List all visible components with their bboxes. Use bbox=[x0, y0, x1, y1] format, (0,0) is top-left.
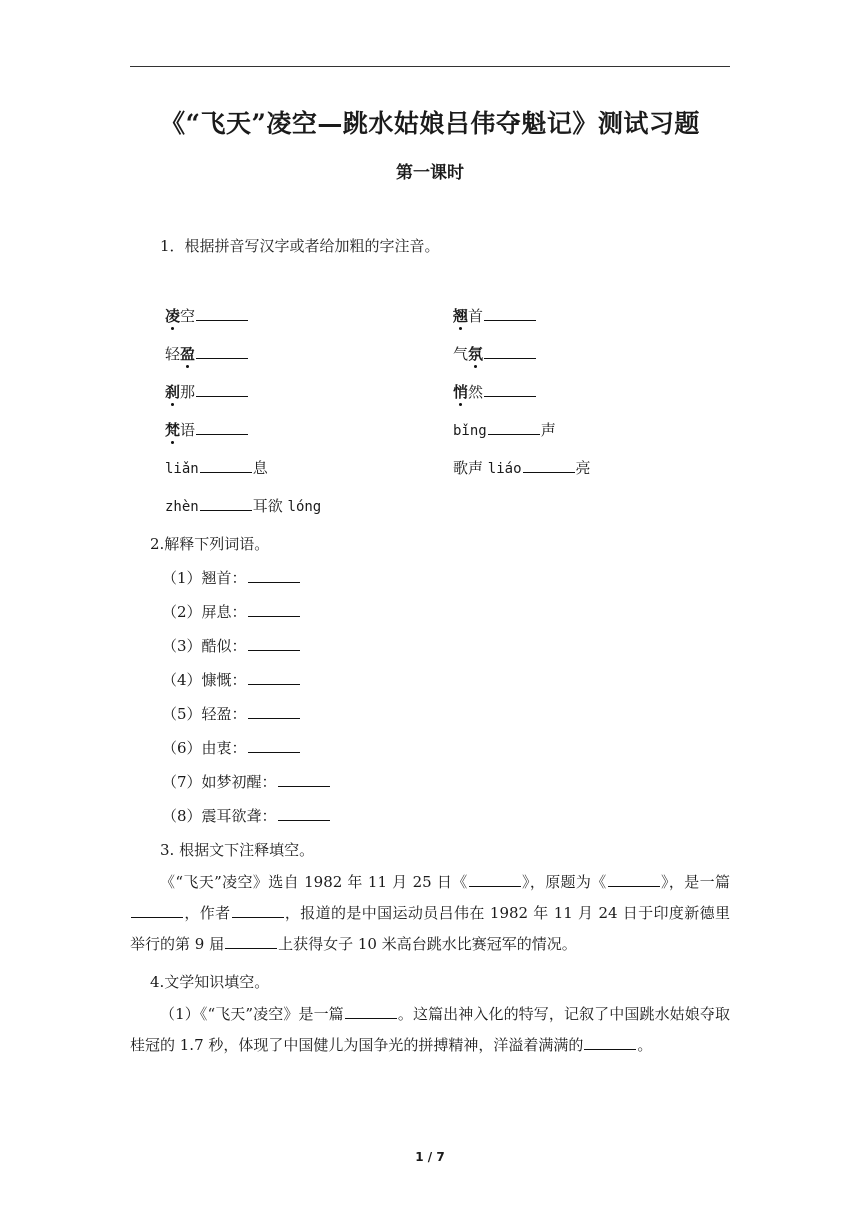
answer-blank[interactable] bbox=[248, 636, 300, 651]
answer-blank[interactable] bbox=[225, 934, 277, 949]
q1-item: 刹那 bbox=[165, 382, 249, 402]
q2-item: （7）如梦初醒： bbox=[162, 772, 331, 792]
answer-blank[interactable] bbox=[484, 382, 536, 397]
answer-blank[interactable] bbox=[584, 1035, 636, 1050]
q1-item: 凌空 bbox=[165, 306, 249, 326]
q2-item: （1）翘首： bbox=[162, 568, 301, 588]
answer-blank[interactable] bbox=[196, 382, 248, 397]
q2-item: （2）屏息： bbox=[162, 602, 301, 622]
answer-blank[interactable] bbox=[248, 602, 300, 617]
q1-heading: 1．根据拼音写汉字或者给加粗的字注音。 bbox=[160, 237, 440, 255]
q2-item: （3）酷似： bbox=[162, 636, 301, 656]
answer-blank[interactable] bbox=[484, 306, 536, 321]
q2-heading: 2.解释下列词语。 bbox=[150, 535, 270, 553]
q1-item: bǐng 声 bbox=[453, 421, 556, 439]
answer-blank[interactable] bbox=[345, 1004, 397, 1019]
answer-blank[interactable] bbox=[232, 903, 284, 918]
header-rule bbox=[130, 66, 730, 67]
document-subtitle: 第一课时 bbox=[396, 163, 464, 183]
answer-blank[interactable] bbox=[196, 420, 248, 435]
answer-blank[interactable] bbox=[248, 738, 300, 753]
q1-item: zhèn 耳欲 lóng bbox=[165, 497, 322, 515]
page-number: 1 / 7 bbox=[415, 1150, 445, 1164]
q1-item: 梵语 bbox=[165, 420, 249, 440]
answer-blank[interactable] bbox=[131, 903, 183, 918]
q1-item: 翘首 bbox=[453, 306, 537, 326]
answer-blank[interactable] bbox=[248, 704, 300, 719]
q1-item: 悄然 bbox=[453, 382, 537, 402]
q2-item: （4）慷慨： bbox=[162, 670, 301, 690]
q4-paragraph: （1）《“飞天”凌空》是一篇 。这篇出神入化的特写，记叙了中国跳水姑娘夺取桂冠的 1.7 秒，体现了中国健儿为国争光的拼搏精神，洋溢着满满的 。 bbox=[130, 1005, 730, 1054]
q3-paragraph: 《“飞天”凌空》选自 1982 年 11 月 25 日《 》，原题为《 》，是一篇，作者 ，报道的是中国运动员吕伟在 1982 年 11 月 24 日于印度新德里举行的第 9 届 上获得女子 10 米高台跳水比赛冠军的情况。 bbox=[130, 873, 730, 953]
answer-blank[interactable] bbox=[200, 496, 252, 511]
q2-item: （5）轻盈： bbox=[162, 704, 301, 724]
q4-heading: 4.文学知识填空。 bbox=[150, 973, 270, 991]
answer-blank[interactable] bbox=[200, 458, 252, 473]
q1-item: 歌声 liáo 亮 bbox=[453, 459, 591, 477]
answer-blank[interactable] bbox=[278, 806, 330, 821]
answer-blank[interactable] bbox=[248, 568, 300, 583]
q3-heading: 3. 根据文下注释填空。 bbox=[160, 841, 315, 859]
answer-blank[interactable] bbox=[488, 420, 540, 435]
answer-blank[interactable] bbox=[196, 306, 248, 321]
answer-blank[interactable] bbox=[523, 458, 575, 473]
q1-item: liǎn 息 bbox=[165, 459, 268, 477]
document-title: 《“飞天”凌空—跳水姑娘吕伟夺魁记》测试习题 bbox=[160, 109, 700, 138]
q2-item: （8）震耳欲聋： bbox=[162, 806, 331, 826]
answer-blank[interactable] bbox=[248, 670, 300, 685]
answer-blank[interactable] bbox=[196, 344, 248, 359]
q1-item: 气氛 bbox=[453, 344, 537, 364]
q1-item: 轻盈 bbox=[165, 344, 249, 364]
answer-blank[interactable] bbox=[484, 344, 536, 359]
q2-item: （6）由衷： bbox=[162, 738, 301, 758]
answer-blank[interactable] bbox=[469, 872, 521, 887]
answer-blank[interactable] bbox=[278, 772, 330, 787]
answer-blank[interactable] bbox=[608, 872, 660, 887]
